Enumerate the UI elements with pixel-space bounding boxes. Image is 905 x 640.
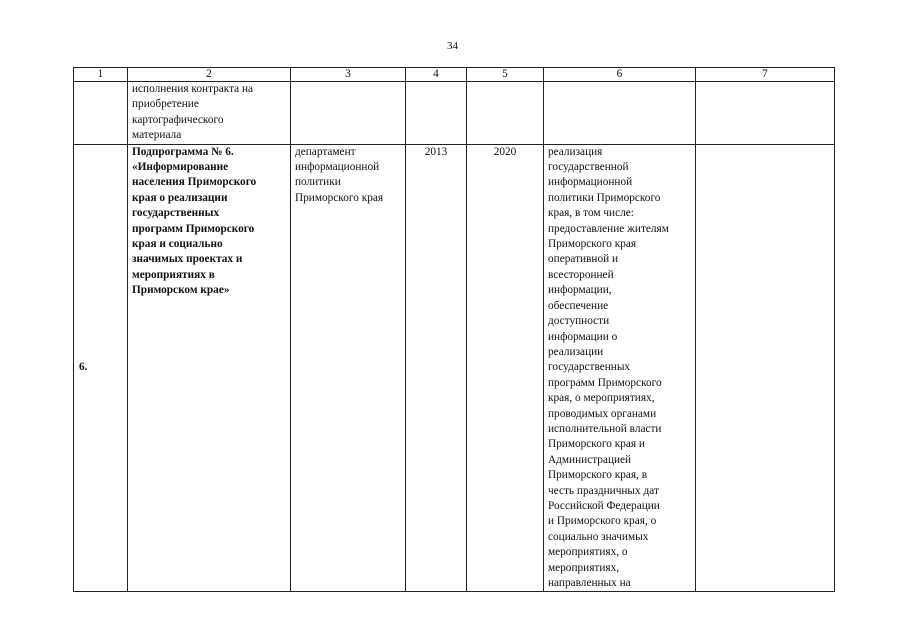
continuation-number-cell bbox=[74, 82, 128, 145]
continuation-executor-cell bbox=[291, 82, 406, 145]
continuation-result-cell bbox=[544, 82, 696, 145]
program-table bbox=[73, 67, 835, 592]
continuation-end-cell bbox=[467, 82, 544, 145]
subprogram-title: Подпрограмма № 6. «Информирование населения Приморского края о реализации государственных программ Приморского края и социально значимых проектах и мероприятиях в Приморском крае» bbox=[132, 145, 257, 297]
continuation-start-cell bbox=[406, 82, 467, 145]
continuation-text-cell bbox=[128, 82, 291, 145]
column-number-row bbox=[74, 68, 835, 82]
page-number: 34 bbox=[447, 40, 458, 52]
column-header-4: 4 bbox=[406, 68, 467, 82]
subprogram-col7-cell bbox=[696, 144, 835, 592]
subprogram-executor-cell bbox=[291, 144, 406, 592]
subprogram-title-cell bbox=[128, 144, 291, 592]
subprogram-executor: департамент информационной политики Приморского края bbox=[295, 145, 384, 204]
subprogram-number: 6. bbox=[74, 144, 128, 592]
subprogram-result: реализация государственной информационной политики Приморского края, в том числе: предоставление жителям Приморского края оперативной и всесторонней информации, обеспечение доступности информации о реализации государственных программ Приморского края, о мероприятиях, проводимых органами исполнительной власти Приморского края и Администрацией Приморского края, в честь праздничных дат Российской Федерации и Приморского края, о социально значимых мероприятиях, о мероприятиях, направленных на bbox=[548, 145, 669, 589]
column-header-7: 7 bbox=[696, 68, 835, 82]
subprogram-result-cell bbox=[544, 144, 696, 592]
column-header-3: 3 bbox=[291, 68, 406, 82]
continuation-col7-cell bbox=[696, 82, 835, 145]
continuation-row bbox=[74, 82, 835, 145]
subprogram-end-year: 2020 bbox=[467, 144, 544, 592]
column-header-5: 5 bbox=[467, 68, 544, 82]
subprogram-start-year: 2013 bbox=[406, 144, 467, 592]
continuation-text: исполнения контракта на приобретение картографического материала bbox=[132, 83, 254, 142]
column-header-2: 2 bbox=[128, 68, 291, 82]
subprogram-row bbox=[74, 144, 835, 592]
column-header-6: 6 bbox=[544, 68, 696, 82]
column-header-1: 1 bbox=[74, 68, 128, 82]
